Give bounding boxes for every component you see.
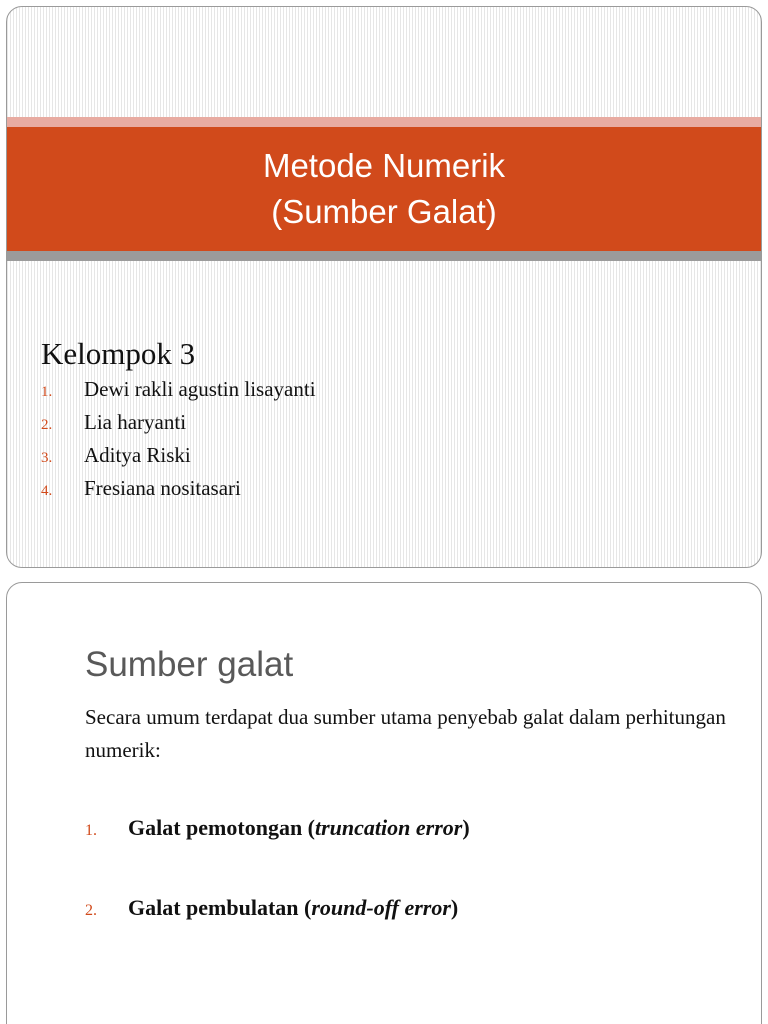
error-source-close: )	[450, 895, 459, 920]
list-item	[41, 443, 316, 476]
member-list	[41, 377, 316, 509]
list-number: 2.	[85, 902, 97, 919]
slide-title-line-1: Metode Numerik	[262, 147, 506, 184]
title-slide	[6, 6, 762, 568]
content-slide	[6, 582, 762, 1024]
member-name: Fresiana nositasari	[84, 476, 241, 500]
slide-title	[7, 143, 761, 235]
list-number: 1.	[41, 384, 53, 400]
member-name: Dewi rakli agustin lisayanti	[84, 377, 316, 401]
list-item	[41, 410, 316, 443]
slide-title-line-2: (Sumber Galat)	[271, 193, 497, 230]
member-name: Lia haryanti	[84, 410, 187, 434]
list-item	[41, 377, 316, 410]
error-source-item	[85, 815, 470, 841]
list-item	[41, 476, 316, 509]
section-heading: Sumber galat	[85, 645, 294, 684]
title-band-bottom-stripe	[7, 251, 761, 261]
group-heading: Kelompok 3	[41, 336, 196, 371]
list-number: 3.	[41, 450, 53, 466]
error-source-label: Galat pembulatan (	[128, 895, 312, 920]
error-source-label: Galat pemotongan (	[128, 815, 315, 840]
error-source-close: )	[462, 815, 470, 840]
list-number: 1.	[85, 822, 97, 839]
title-band-top-stripe	[7, 117, 761, 127]
error-source-item	[85, 895, 458, 921]
list-number: 4.	[41, 483, 53, 499]
member-name: Aditya Riski	[84, 443, 191, 467]
error-source-term: truncation error	[315, 815, 463, 840]
list-number: 2.	[41, 417, 53, 433]
error-source-term: round-off error	[311, 895, 451, 920]
intro-paragraph: Secara umum terdapat dua sumber utama penyebab galat dalam perhitungan numerik:	[85, 705, 726, 762]
